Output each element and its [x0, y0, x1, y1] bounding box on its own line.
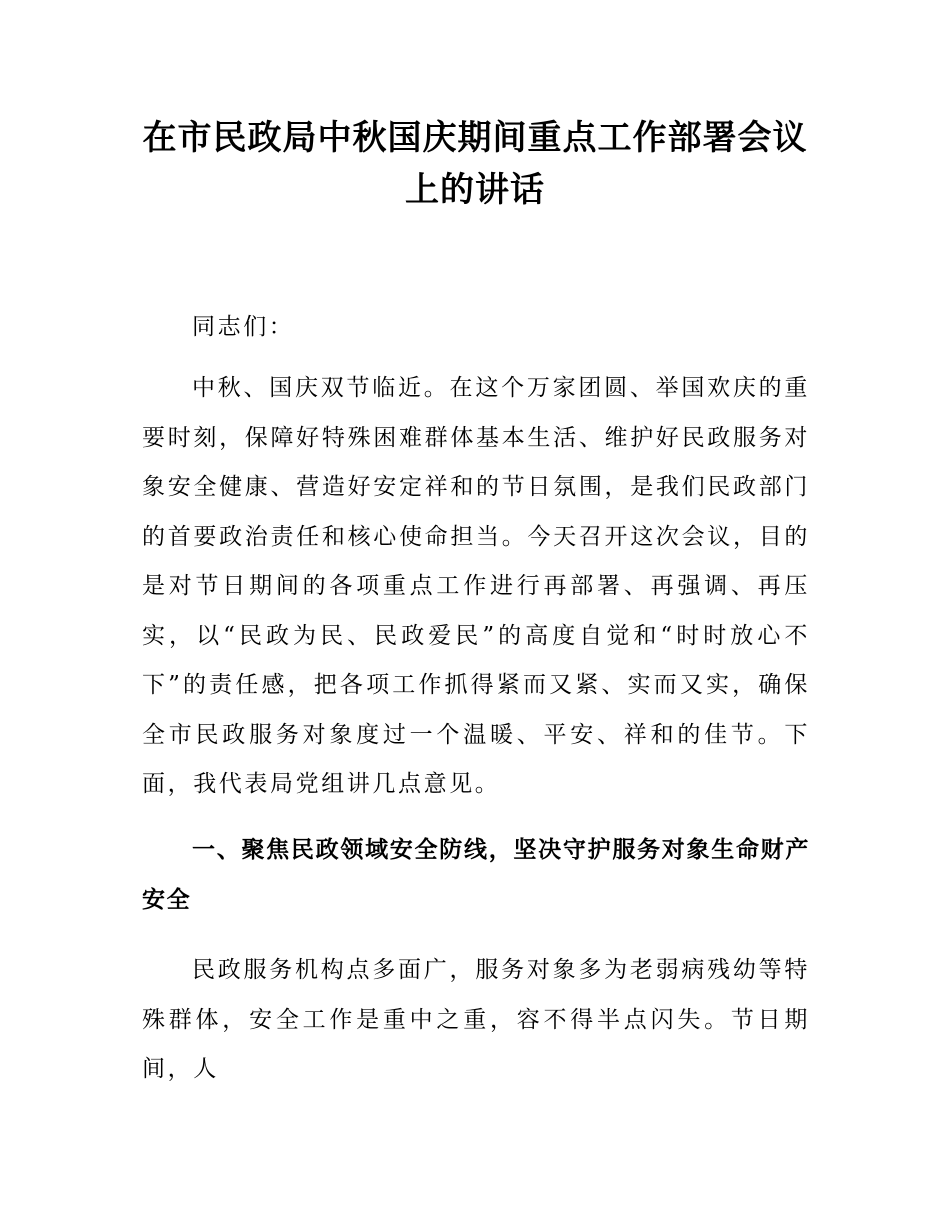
document-title: 在市民政局中秋国庆期间重点工作部署会议上的讲话 [142, 118, 808, 210]
body-paragraph: 民政服务机构点多面广，服务对象多为老弱病残幼等特殊群体，安全工作是重中之重，容不得半点闪失。节日期间，人 [142, 957, 810, 1082]
body-paragraph: 中秋、国庆双节临近。在这个万家团圆、举国欢庆的重要时刻，保障好特殊困难群体基本生活、维护好民政服务对象安全健康、营造好安定祥和的节日氛围，是我们民政部门的首要政治责任和核心使命担当。今天召开这次会议，目的是对节日期间的各项重点工作进行再部署、再强调、再压实，以“民政为民、民政爱民”的高度自觉和“时时放心不下”的责任感，把各项工作抓得紧而又紧、实而又实，确保全市民政服务对象度过一个温暖、平安、祥和的佳节。下面，我代表局党组讲几点意见。 [142, 375, 810, 797]
salutation: 同志们： [192, 314, 295, 340]
section-heading: 一、聚焦民政领域安全防线，坚决守护服务对象生命财产安全 [142, 837, 810, 913]
